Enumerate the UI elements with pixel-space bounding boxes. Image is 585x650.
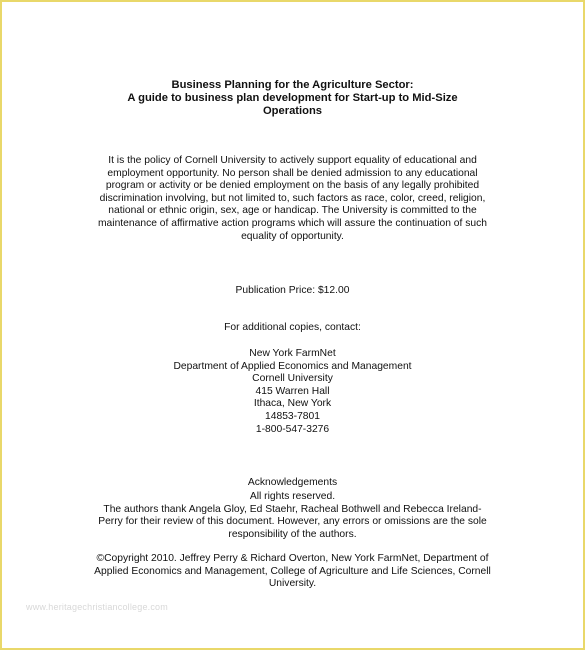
acknowledgements-text: The authors thank Angela Gloy, Ed Staehr, Racheal Bothwell and Rebecca Ireland-Perry for their review of this document. However, any errors or omissions are the sole responsibility of the authors. [98, 503, 487, 540]
address-line-city: Ithaca, New York [253, 398, 332, 410]
address-line-university: Cornell University [252, 373, 333, 385]
address-line-phone: 1-800-547-3276 [255, 423, 330, 435]
additional-copies-label: For additional copies, contact: [224, 322, 361, 333]
contact-address [2, 348, 583, 436]
copyright-notice: ©Copyright 2010. Jeffrey Perry & Richard Overton, New York FarmNet, Department of Applied Economics and Management, College of Agriculture and Life Sciences, Cornell University. [94, 553, 491, 590]
watermark: www.heritagechristiancollege.com [26, 602, 168, 612]
address-line-department: Department of Applied Economics and Management [173, 360, 412, 372]
address-line-zip: 14853-7801 [265, 410, 320, 422]
title-line-2: A guide to business plan development for Start-up to Mid-Size [127, 92, 458, 104]
equal-opportunity-policy: It is the policy of Cornell University to actively support equality of educational and employment opportunity. No person shall be denied admission to any educational program or activity or be denied employment on the basis of any legally prohibited discrimination involving, but not limited to, such factors as race, color, creed, religion, national or ethnic origin, sex, age or handicap. The University is committed to the maintenance of affirmative action programs which will assure the continuation of such equality of opportunity. [97, 155, 487, 242]
title-line-1: Business Planning for the Agriculture Sector: [171, 79, 414, 91]
address-line-organization: New York FarmNet [249, 348, 336, 359]
address-line-building: 415 Warren Hall [255, 385, 330, 397]
rights-reserved: All rights reserved. [249, 491, 336, 502]
acknowledgements-body [92, 491, 493, 541]
title-line-3: Operations [262, 105, 323, 117]
document-title [2, 79, 583, 118]
acknowledgements-heading: Acknowledgements [247, 477, 338, 488]
publication-price: Publication Price: $12.00 [235, 285, 350, 296]
